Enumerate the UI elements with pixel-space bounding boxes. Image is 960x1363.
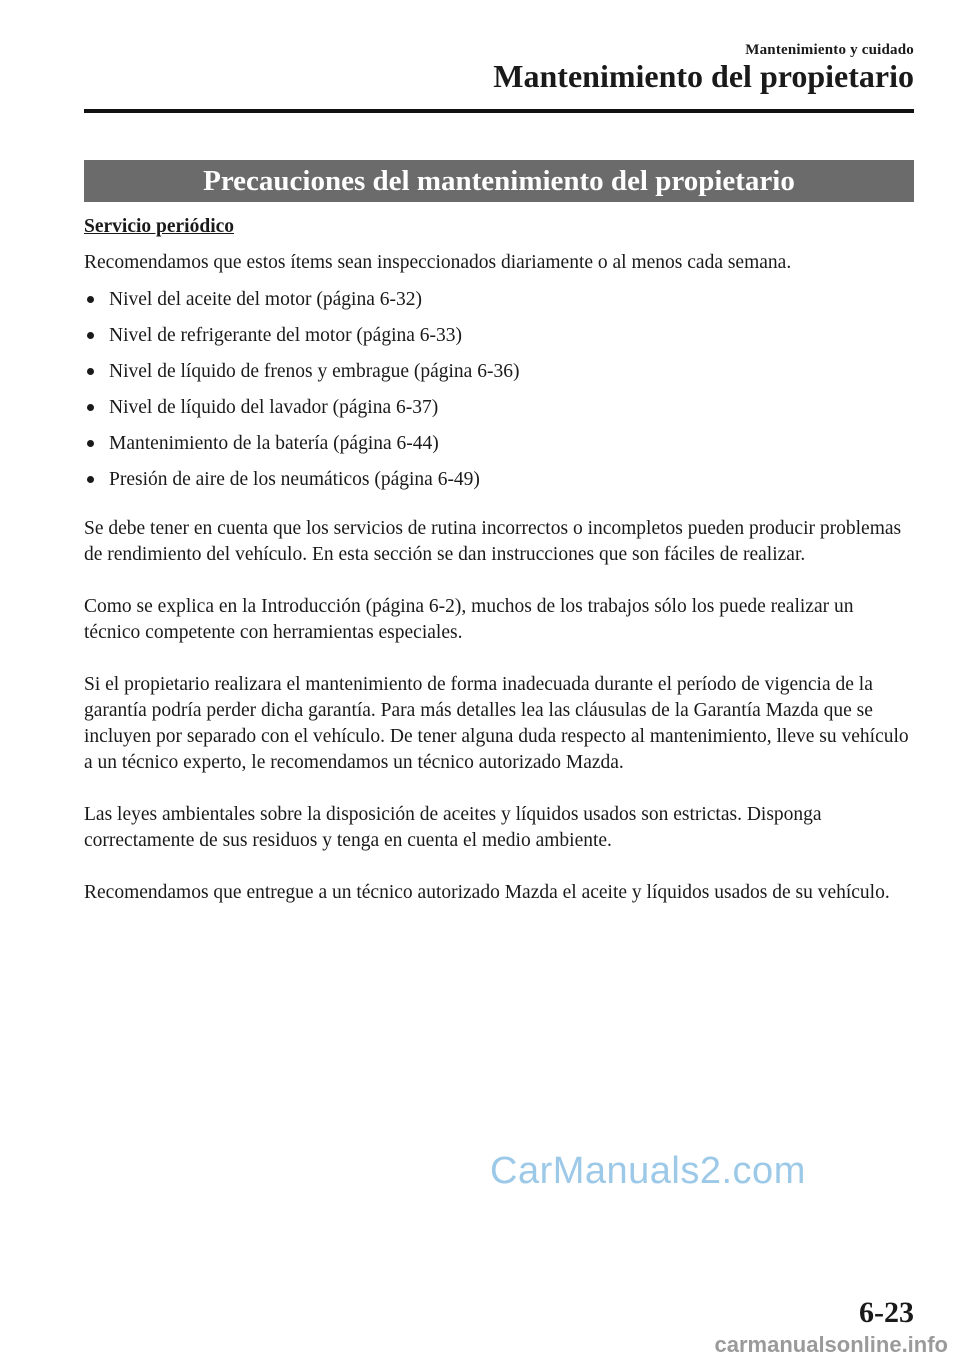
bullet-icon bbox=[87, 368, 94, 375]
paragraph-introduction-reference: Como se explica en la Introducción (página 6-2), muchos de los trabajos sólo los puede realizar un técnico competente con herramientas especiales. bbox=[84, 596, 854, 643]
list-item-text: Nivel de líquido del lavador (página 6-37) bbox=[109, 397, 439, 418]
header-divider bbox=[84, 109, 914, 113]
footer-link[interactable]: carmanualsonline.info bbox=[714, 1332, 948, 1357]
chapter-title: Mantenimiento del propietario bbox=[493, 58, 914, 94]
list-item-text: Nivel de refrigerante del motor (página 6-33) bbox=[109, 325, 463, 346]
paragraph-warranty: Si el propietario realizara el mantenimiento de forma inadecuada durante el período de vigencia de la garantía podría perder dicha garantía. Para más detalles lea las cláusulas de la Garantía Mazda que se incluyen por separado con el vehículo. De tener alguna duda respecto al mantenimiento, lleve su vehículo a un técnico experto, le recomendamos un técnico autorizado Mazda. bbox=[84, 674, 909, 773]
list-item-text: Nivel del aceite del motor (página 6-32) bbox=[109, 289, 422, 310]
bullet-icon bbox=[87, 440, 94, 447]
paragraph-environment: Las leyes ambientales sobre la disposición de aceites y líquidos usados son estrictas. Disponga correctamente de sus residuos y tenga en cuenta el medio ambiente. bbox=[84, 804, 822, 851]
page-content bbox=[84, 214, 914, 932]
list-item-text: Mantenimiento de la batería (página 6-44) bbox=[109, 433, 439, 454]
list-item bbox=[84, 318, 914, 354]
watermark: CarManuals2.com bbox=[490, 1150, 806, 1192]
list-item-text: Nivel de líquido de frenos y embrague (página 6-36) bbox=[109, 361, 520, 382]
bullet-icon bbox=[87, 476, 94, 483]
bullet-icon bbox=[87, 404, 94, 411]
bullet-icon bbox=[87, 332, 94, 339]
list-item-text: Presión de aire de los neumáticos (página 6-49) bbox=[109, 469, 480, 490]
page-number: 6-23 bbox=[859, 1296, 914, 1329]
list-item bbox=[84, 426, 914, 462]
list-item bbox=[84, 462, 914, 498]
subheading: Servicio periódico bbox=[84, 216, 235, 237]
banner-title: Precauciones del mantenimiento del propietario bbox=[203, 164, 795, 197]
paragraph-routine-service: Se debe tener en cuenta que los servicios de rutina incorrectos o incompletos pueden producir problemas de rendimiento del vehículo. En esta sección se dan instrucciones que son fáciles de realizar. bbox=[84, 518, 902, 565]
bullet-icon bbox=[87, 296, 94, 303]
paragraph-used-fluids: Recomendamos que entregue a un técnico autorizado Mazda el aceite y líquidos usados de su vehículo. bbox=[84, 882, 890, 903]
list-item bbox=[84, 390, 914, 426]
list-item bbox=[84, 282, 914, 318]
intro-paragraph: Recomendamos que estos ítems sean inspeccionados diariamente o al menos cada semana. bbox=[84, 252, 792, 273]
list-item bbox=[84, 354, 914, 390]
inspection-list bbox=[84, 282, 914, 498]
section-banner bbox=[84, 160, 914, 202]
section-header: Mantenimiento y cuidado bbox=[745, 42, 914, 58]
